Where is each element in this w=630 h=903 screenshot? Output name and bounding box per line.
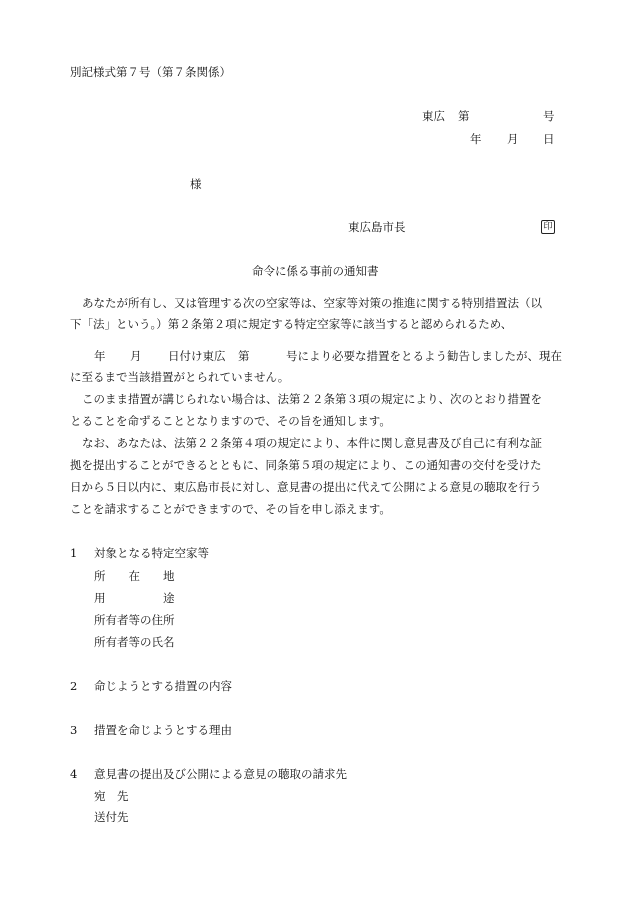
section-4-number: 4 (70, 767, 78, 781)
section-1-item-use: 用 途 (94, 591, 175, 605)
para1-line3-year: 年 (94, 349, 106, 363)
section-3-title: 措置を命じようとする理由 (94, 723, 232, 737)
section-4-title: 意見書の提出及び公開による意見の聴取の請求先 (94, 767, 347, 781)
number-prefix: 第 (458, 109, 470, 123)
para3-line4: ことを請求することができますので、その旨を申し添えます。 (70, 502, 391, 516)
addressee-suffix: 様 (190, 177, 202, 191)
para1-line1: あなたが所有し、又は管理する次の空家等は、空家等対策の推進に関する特別措置法（以 (82, 296, 542, 310)
para1-line3-rest: 号により必要な措置をとるよう勧告しましたが、現在 (286, 349, 562, 363)
office-prefix: 東広 (422, 109, 445, 123)
section-1-item-location: 所 在 地 (94, 569, 175, 583)
date-year: 年 (470, 132, 482, 146)
number-suffix: 号 (543, 109, 555, 123)
section-2-number: 2 (70, 679, 78, 693)
para3-line3: 日から５日以内に、東広島市長に対し、意見書の提出に代えて公開による意見の聴取を行う (70, 480, 542, 494)
section-1-item-owner-address: 所有者等の住所 (94, 613, 175, 627)
para2-line2: とることを命ずることとなりますので、その旨を通知します。 (70, 414, 391, 428)
para2-line1: このまま措置が講じられない場合は、法第２２条第３項の規定により、次のとおり措置を (82, 392, 542, 406)
para3-line2: 拠を提出することができるとともに、同条第５項の規定により、この通知書の交付を受けた (70, 458, 542, 472)
section-1-title: 対象となる特定空家等 (94, 546, 209, 560)
section-1-number: 1 (70, 546, 78, 560)
seal-mark (541, 220, 555, 234)
para1-line3-day-ref: 日付け東広 (168, 349, 226, 363)
sender-title: 東広島市長 (348, 220, 406, 234)
para1-line3-num: 第 (238, 349, 250, 363)
para1-line3-month: 月 (130, 349, 142, 363)
section-4-item-recipient: 宛 先 (94, 789, 129, 803)
form-label: 別記様式第７号（第７条関係） (70, 65, 231, 79)
para1-line2: 下「法」という。）第２条第２項に規定する特定空家等に該当すると認められるため、 (70, 317, 513, 331)
document-title: 命令に係る事前の通知書 (252, 264, 379, 278)
date-day: 日 (543, 132, 555, 146)
section-3-number: 3 (70, 723, 78, 737)
date-month: 月 (507, 132, 519, 146)
seal-glyph: 印 (541, 220, 555, 234)
section-2-title: 命じようとする措置の内容 (94, 679, 232, 693)
section-4-item-send-to: 送付先 (94, 810, 129, 824)
para3-line1: なお、あなたは、法第２２条第４項の規定により、本件に関し意見書及び自己に有利な証 (82, 436, 542, 450)
para1-line4: に至るまで当該措置がとられていません。 (70, 370, 290, 384)
section-1-item-owner-name: 所有者等の氏名 (94, 635, 175, 649)
